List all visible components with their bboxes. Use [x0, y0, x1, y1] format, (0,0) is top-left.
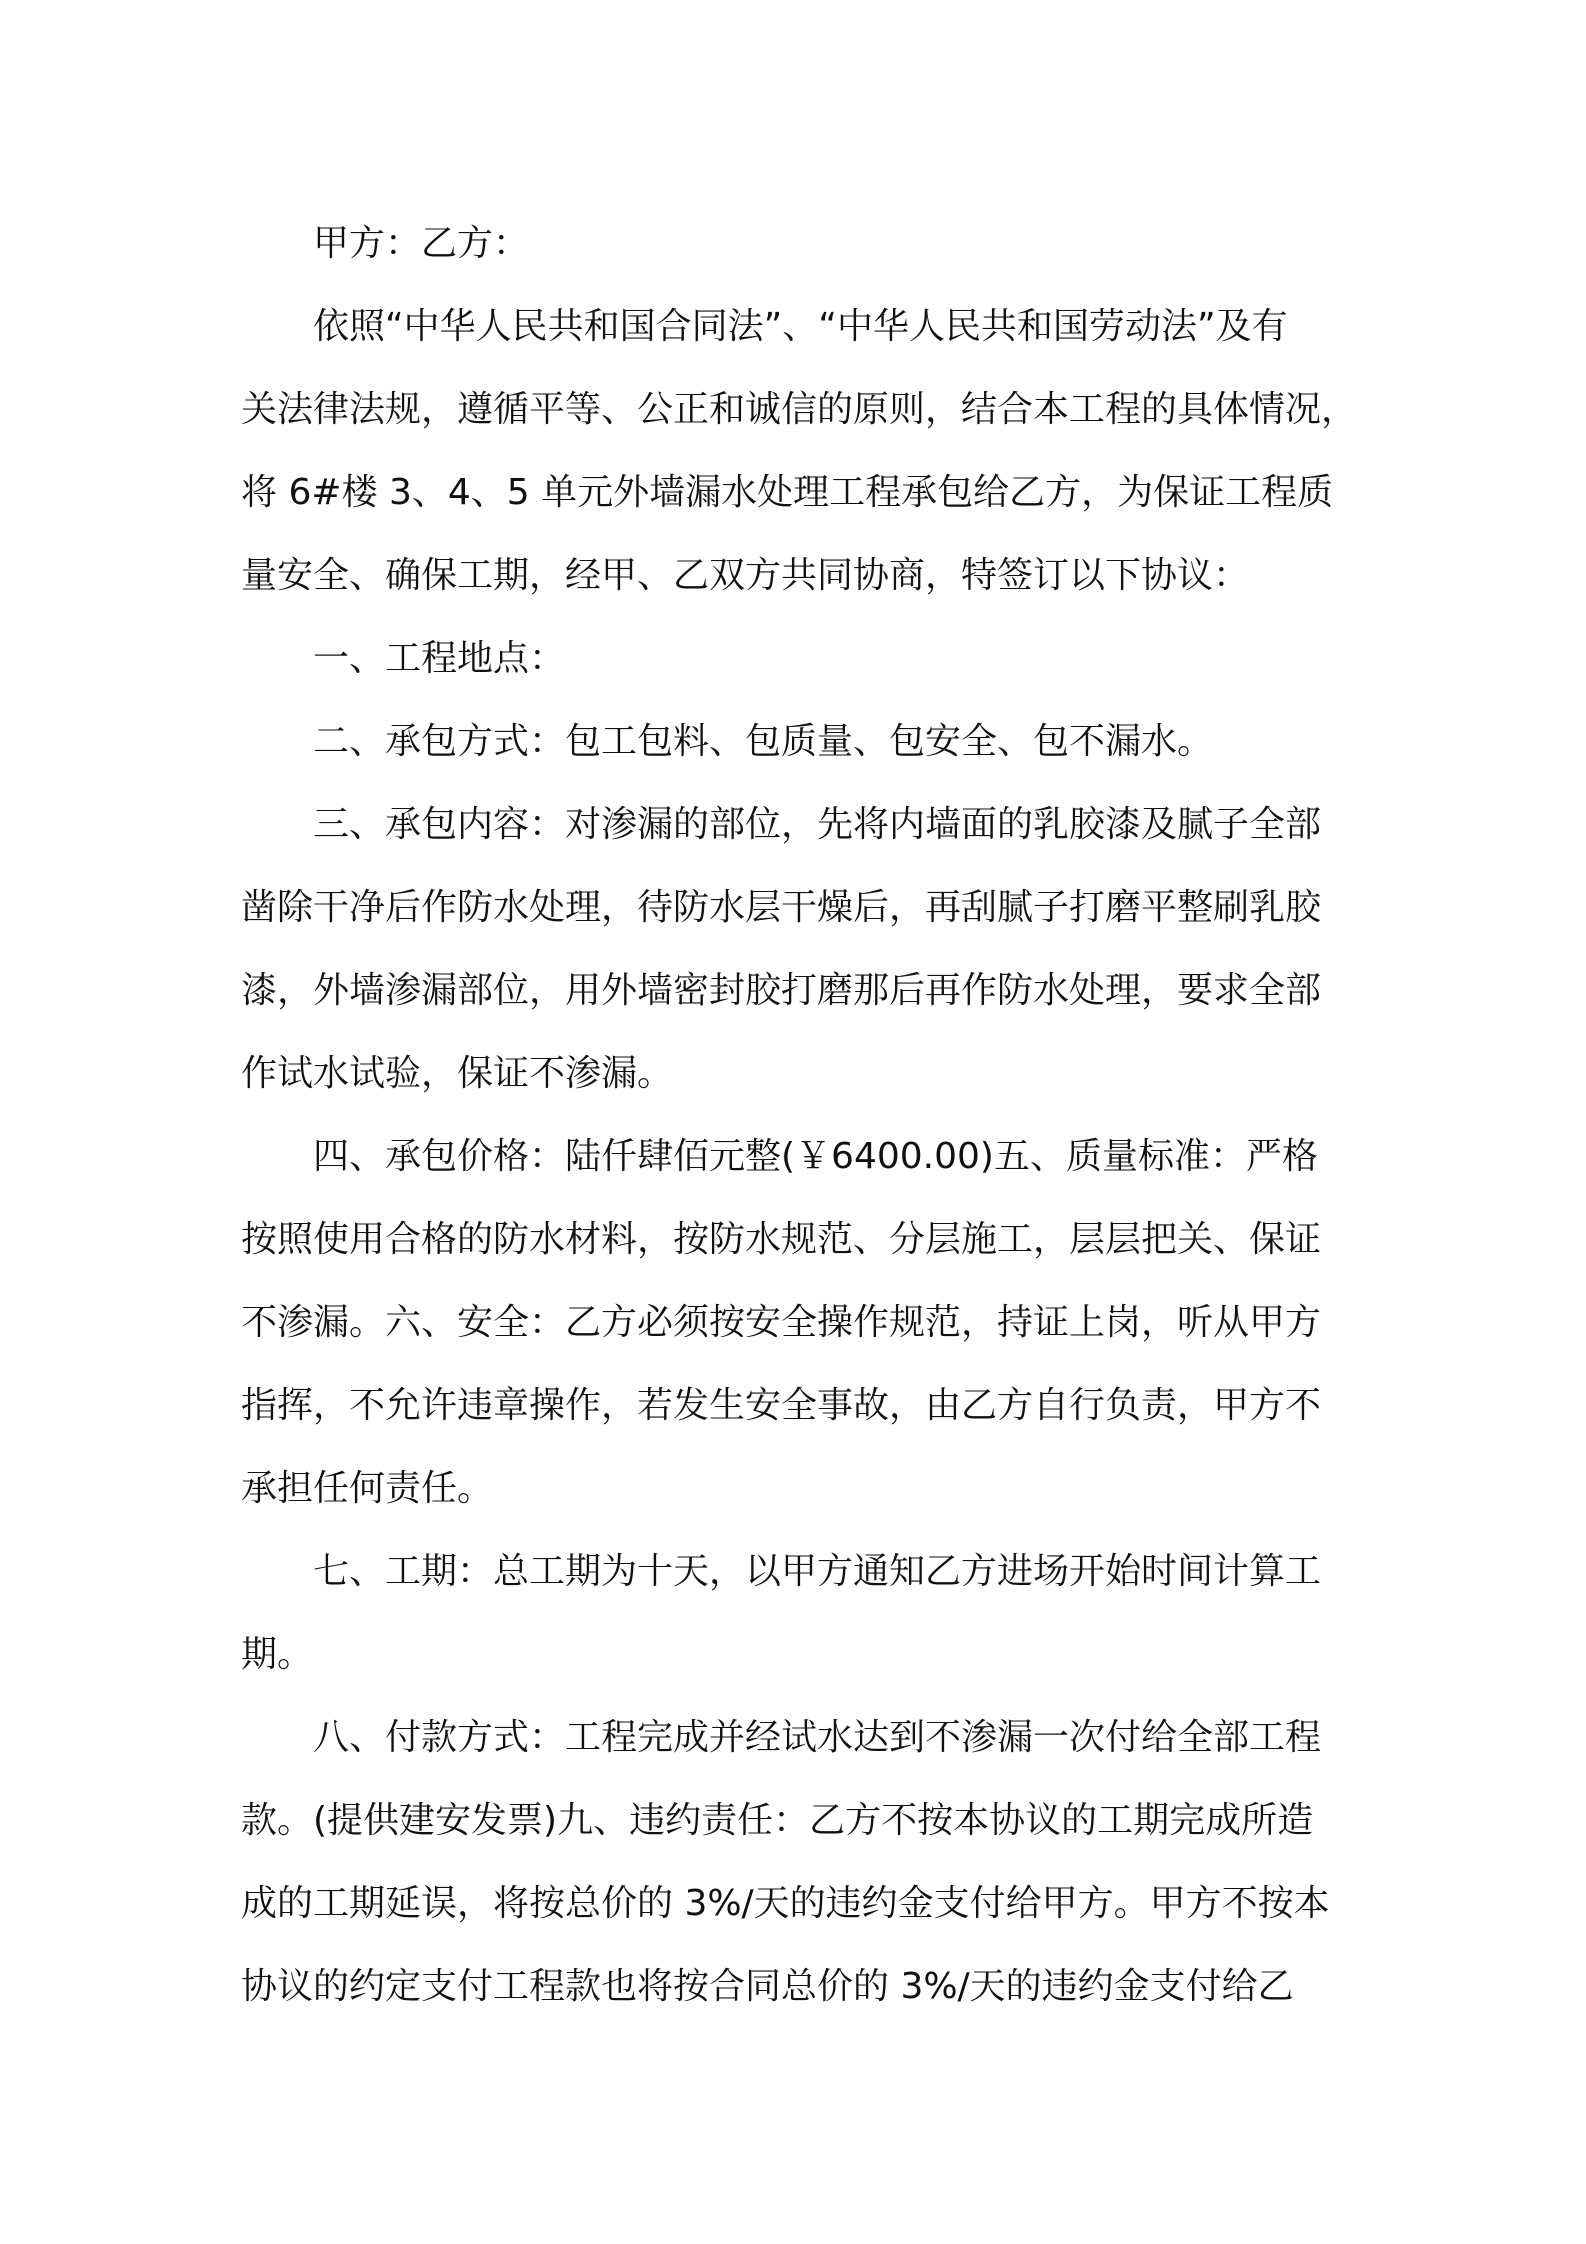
text-line: 甲方：乙方：	[313, 223, 530, 264]
text-line: 承担任何责任。	[241, 1468, 494, 1509]
text-line: 八、付款方式：工程完成并经试水达到不渗漏一次付给全部工程	[313, 1717, 1322, 1758]
text-line: 不渗漏。六、安全：乙方必须按安全操作规范，持证上岗，听从甲方	[241, 1302, 1322, 1343]
text-line: 四、承包价格：陆仟肆佰元整(￥6400.00)五、质量标准：严格	[313, 1136, 1318, 1177]
clause-location	[241, 617, 1359, 700]
text-line: 三、承包内容：对渗漏的部位，先将内墙面的乳胶漆及腻子全部	[313, 804, 1322, 845]
text-line: 二、承包方式：包工包料、包质量、包安全、包不漏水。	[313, 721, 1214, 762]
text-line: 依照“中华人民共和国合同法”、“中华人民共和国劳动法”及有	[313, 306, 1288, 347]
party-line	[241, 202, 1359, 285]
text-line: 一、工程地点：	[313, 638, 566, 679]
clause-contract-content	[241, 783, 1359, 1115]
text-line: 期。	[241, 1634, 314, 1675]
clause-price-quality-safety	[241, 1115, 1359, 1530]
text-line: 协议的约定支付工程款也将按合同总价的 3%/天的违约金支付给乙	[241, 1966, 1294, 2007]
text-line: 漆，外墙渗漏部位，用外墙密封胶打磨那后再作防水处理，要求全部	[241, 970, 1322, 1011]
text-line: 款。(提供建安发票)九、违约责任：乙方不按本协议的工期完成所造	[241, 1800, 1314, 1841]
text-line: 成的工期延误，将按总价的 3%/天的违约金支付给甲方。甲方不按本	[241, 1883, 1330, 1924]
text-line: 七、工期：总工期为十天，以甲方通知乙方进场开始时间计算工	[313, 1551, 1322, 1592]
clause-schedule	[241, 1530, 1359, 1696]
text-line: 按照使用合格的防水材料，按防水规范、分层施工，层层把关、保证	[241, 1219, 1322, 1260]
document-body	[241, 202, 1359, 2028]
text-line: 指挥，不允许违章操作，若发生安全事故，由乙方自行负责，甲方不	[241, 1385, 1322, 1426]
clause-payment-liability	[241, 1696, 1359, 2028]
text-line: 关法律法规，遵循平等、公正和诚信的原则，结合本工程的具体情况，	[241, 389, 1358, 430]
preamble-paragraph	[241, 285, 1359, 617]
text-line: 将 6#楼 3、4、5 单元外墙漏水处理工程承包给乙方，为保证工程质	[241, 472, 1334, 513]
text-line: 凿除干净后作防水处理，待防水层干燥后，再刮腻子打磨平整刷乳胶	[241, 887, 1322, 928]
text-line: 量安全、确保工期，经甲、乙双方共同协商，特签订以下协议：	[241, 555, 1250, 596]
text-line: 作试水试验，保证不渗漏。	[241, 1053, 674, 1094]
clause-contract-method	[241, 700, 1359, 783]
